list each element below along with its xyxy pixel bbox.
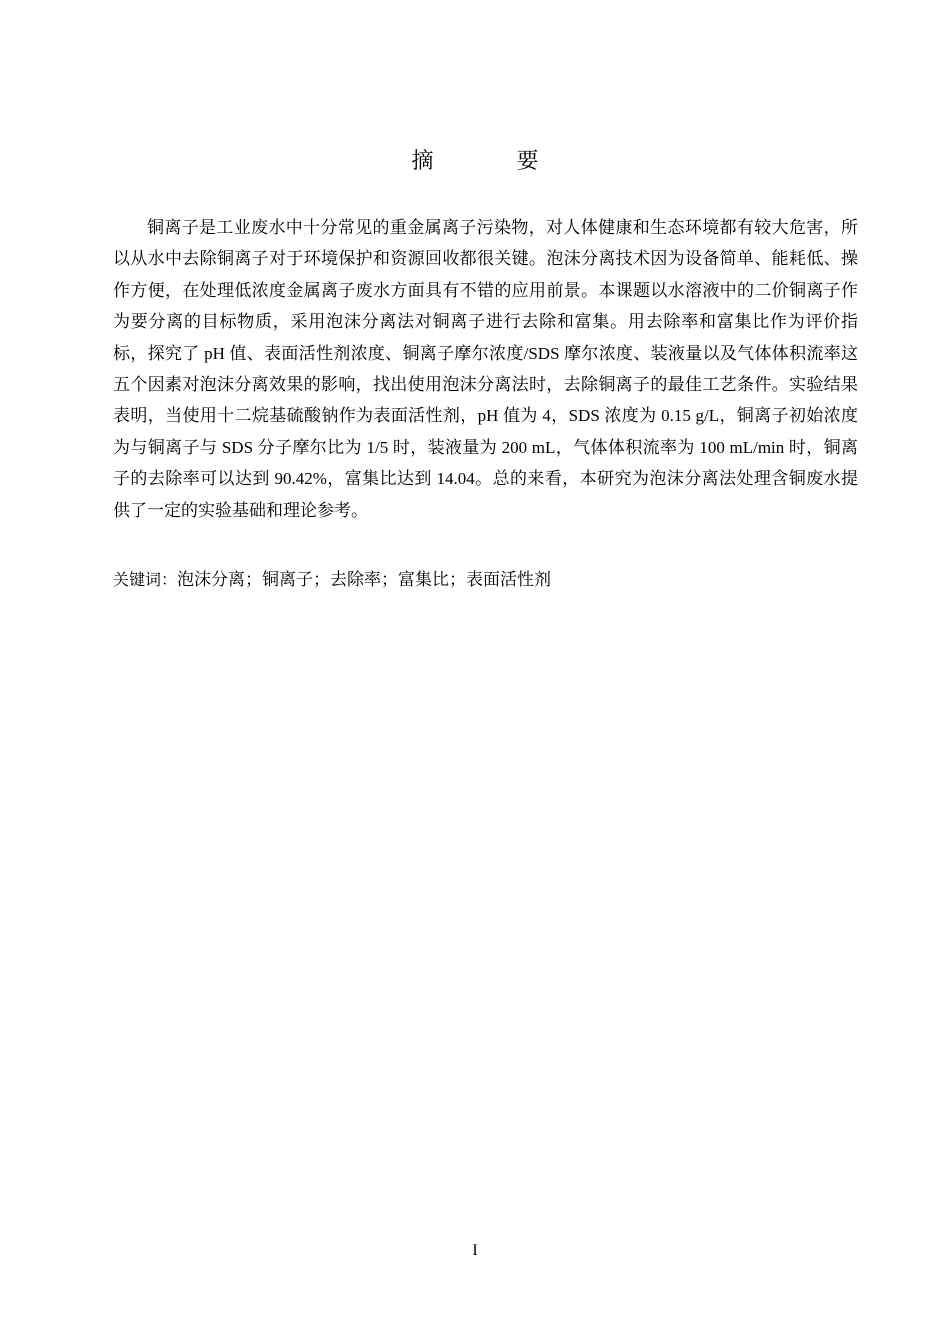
page-number: I xyxy=(472,1242,478,1259)
keywords-list: 泡沫分离；铜离子；去除率；富集比；表面活性剂 xyxy=(177,570,552,589)
keywords-label: 关键词： xyxy=(113,570,178,589)
abstract-title: 摘 要 xyxy=(411,149,577,174)
abstract-body: 铜离子是工业废水中十分常见的重金属离子污染物，对人体健康和生态环境都有较大危害，所以从水中去除铜离子对于环境保护和资源回收都很关键。泡沫分离技术因为设备简单、能耗低、操作方便，在处理低浓度金属离子废水方面具有不错的应用前景。本课题以水溶液中的二价铜离子作为要分离的目标物质，采用泡沫分离法对铜离子进行去除和富集。用去除率和富集比作为评价指标，探究了 pH 值、表面活性剂浓度、铜离子摩尔浓度/SDS 摩尔浓度、装液量以及气体体积流率这五个因素对泡沫分离效果的影响，找出使用泡沫分离法时，去除铜离子的最佳工艺条件。实验结果表明，当使用十二烷基硫酸钠作为表面活性剂，pH 值为 4，SDS 浓度为 0.15 g/L，铜离子初始浓度为与铜离子与 SDS 分子摩尔比为 1/5 时，装液量为 200 mL，气体体积流率为 100 mL/min 时，铜离子的去除率可以达到 90.42%，富集比达到 14.04。总的来看，本研究为泡沫分离法处理含铜废水提供了一定的实验基础和理论参考。 xyxy=(113,218,858,520)
keywords-line xyxy=(113,564,858,595)
